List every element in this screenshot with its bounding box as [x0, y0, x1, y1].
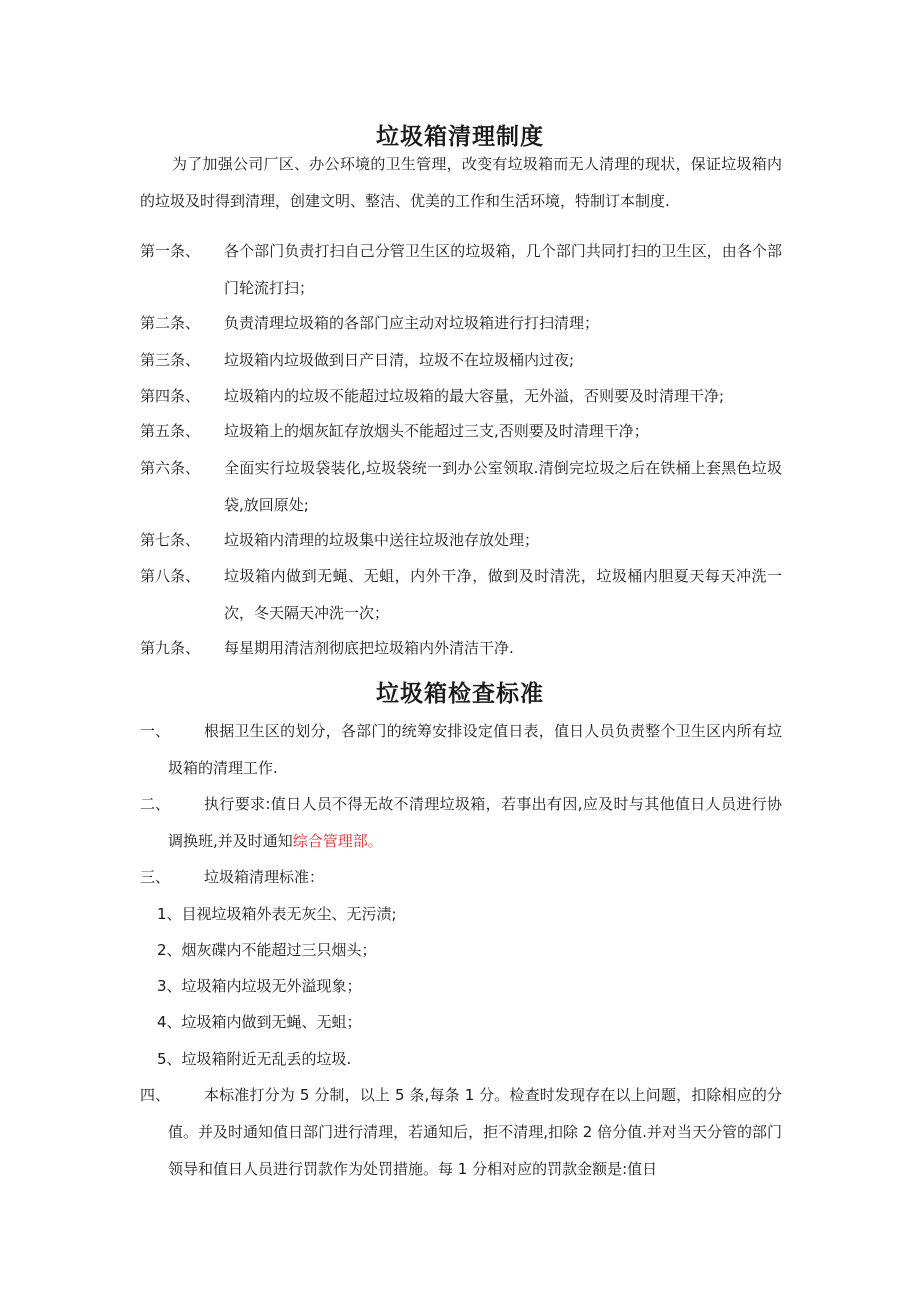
article-label: 第四条、: [140, 387, 201, 405]
section-text: 本标准打分为 5 分制，以上 5 条,每条 1 分。检查时发现存在以上问题，扣除相应的分值。并及时通知值日部门进行清理，若通知后，拒不清理,扣除 2 倍分值.并对当天分管的部门领导和值日人员进行罚款作为处罚措施。每 1 分相对应的罚款金额是:值日: [168, 1086, 782, 1178]
article-text: 负责清理垃圾箱的各部门应主动对垃圾箱进行打扫清理；: [224, 314, 600, 332]
article-text: 垃圾箱内垃圾做到日产日清，垃圾不在垃圾桶内过夜;: [224, 351, 575, 369]
article-text: 垃圾箱内做到无蝇、无蛆，内外干净，做到及时清洗，垃圾桶内胆夏天每天冲洗一次，冬天隔天冲洗一次；: [224, 567, 782, 622]
section-label: 三、: [140, 868, 171, 886]
section-label: 四、: [140, 1086, 171, 1104]
intro-paragraph: 为了加强公司厂区、办公环境的卫生管理，改变有垃圾箱而无人清理的现状，保证垃圾箱内的垃圾及时得到清理，创建文明、整洁、优美的工作和生活环境，特制订本制度.: [140, 155, 782, 210]
article-label: 第八条、: [140, 567, 201, 585]
section-text-body: 执行要求:值日人员不得无故不清理垃圾箱，若事出有因,应及时与其他值日人员进行协调换班,并及时通知: [168, 795, 782, 850]
standard-item: 5、垃圾箱附近无乱丢的垃圾.: [157, 1050, 352, 1068]
section-label: 一、: [140, 722, 171, 740]
article-label: 第二条、: [140, 314, 201, 332]
standard-item: 1、目视垃圾箱外表无灰尘、无污渍;: [157, 905, 397, 923]
section-text: 根据卫生区的划分，各部门的统筹安排设定值日表，值日人员负责整个卫生区内所有垃圾箱的清理工作.: [168, 722, 782, 777]
standard-item: 4、垃圾箱内做到无蝇、无蛆；: [157, 1013, 362, 1031]
section-title: 垃圾箱检查标准: [376, 681, 544, 707]
document-title: 垃圾箱清理制度: [376, 124, 544, 150]
article-text: 垃圾箱上的烟灰缸存放烟头不能超过三支,否则要及时清理干净；: [224, 422, 649, 440]
section-label: 二、: [140, 795, 171, 813]
article-text: 全面实行垃圾袋装化,垃圾袋统一到办公室领取.清倒完垃圾之后在铁桶上套黑色垃圾袋,放回原处;: [224, 459, 782, 514]
article-label: 第七条、: [140, 531, 201, 549]
article-label: 第九条、: [140, 639, 201, 657]
department-highlight: 综合管理部。: [292, 832, 383, 850]
article-label: 第五条、: [140, 422, 201, 440]
article-text: 垃圾箱内的垃圾不能超过垃圾箱的最大容量，无外溢，否则要及时清理干净;: [224, 387, 725, 405]
article-text: 每星期用清洁剂彻底把垃圾箱内外清洁干净.: [224, 639, 514, 657]
article-label: 第六条、: [140, 459, 201, 477]
section-text: 垃圾箱清理标准：: [204, 868, 325, 886]
section-text: [168, 786, 782, 860]
standard-item: 2、烟灰碟内不能超过三只烟头；: [157, 941, 377, 959]
article-text: 各个部门负责打扫自己分管卫生区的垃圾箱，几个部门共同打扫的卫生区，由各个部门轮流打扫；: [224, 242, 782, 297]
standard-item: 3、垃圾箱内垃圾无外溢现象；: [157, 977, 362, 995]
article-text: 垃圾箱内清理的垃圾集中送往垃圾池存放处理；: [224, 531, 540, 549]
article-label: 第一条、: [140, 242, 201, 260]
article-label: 第三条、: [140, 351, 201, 369]
